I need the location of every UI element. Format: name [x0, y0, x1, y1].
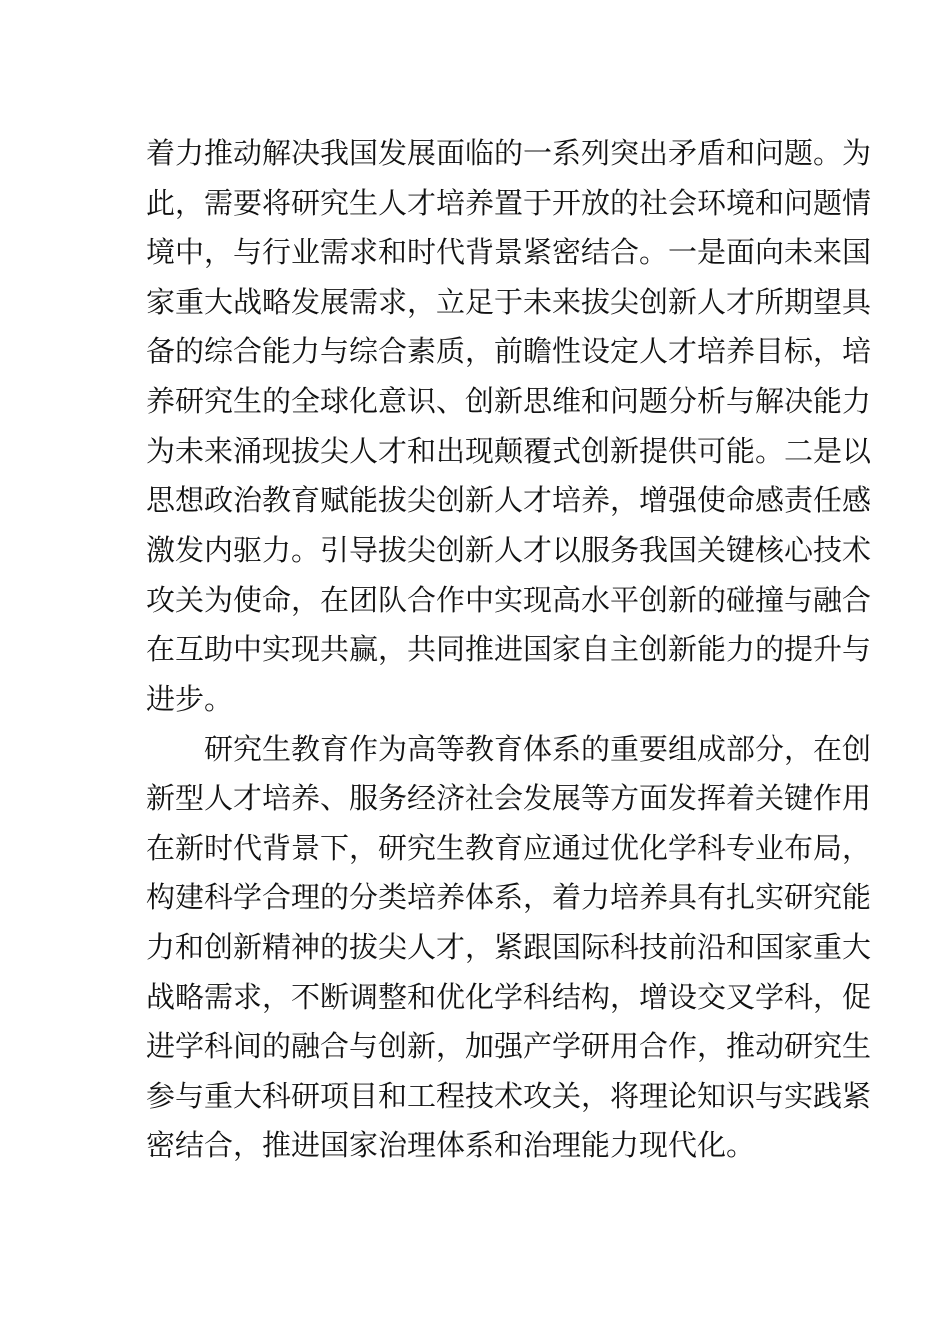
text-line: 激发内驱力。引导拔尖创新人才以服务我国关键核心技术	[146, 533, 872, 567]
text-line: 构建科学合理的分类培养体系，着力培养具有扎实研究能	[146, 880, 872, 914]
text-line: 思想政治教育赋能拔尖创新人才培养，增强使命感责任感	[146, 483, 872, 517]
text-line: 在互助中实现共赢，共同推进国家自主创新能力的提升与	[146, 632, 872, 666]
text-line: 战略需求，不断调整和优化学科结构，增设交叉学科，促	[146, 980, 872, 1014]
text-line: 家重大战略发展需求，立足于未来拔尖创新人才所期望具	[146, 285, 872, 319]
text-line: 力和创新精神的拔尖人才，紧跟国际科技前沿和国家重大	[146, 930, 872, 964]
text-line: 为未来涌现拔尖人才和出现颠覆式创新提供可能。二是以	[146, 434, 872, 468]
text-line: 密结合，推进国家治理体系和治理能力现代化。	[146, 1128, 756, 1162]
text-line: 研究生教育作为高等教育体系的重要组成部分，在创	[204, 732, 872, 766]
text-line: 进学科间的融合与创新，加强产学研用合作，推动研究生	[146, 1029, 872, 1063]
text-line: 此，需要将研究生人才培养置于开放的社会环境和问题情	[146, 186, 872, 220]
text-line: 境中，与行业需求和时代背景紧密结合。一是面向未来国	[146, 235, 872, 269]
text-line: 攻关为使命，在团队合作中实现高水平创新的碰撞与融合	[146, 583, 872, 617]
text-line: 进步。	[146, 682, 234, 716]
text-line: 参与重大科研项目和工程技术攻关，将理论知识与实践紧	[146, 1079, 872, 1113]
text-line: 在新时代背景下，研究生教育应通过优化学科专业布局，	[146, 831, 872, 865]
text-line: 着力推动解决我国发展面临的一系列突出矛盾和问题。为	[146, 136, 872, 170]
text-line: 新型人才培养、服务经济社会发展等方面发挥着关键作用	[146, 781, 872, 815]
text-line: 备的综合能力与综合素质，前瞻性设定人才培养目标，培	[146, 334, 872, 368]
text-line: 养研究生的全球化意识、创新思维和问题分析与解决能力	[146, 384, 872, 418]
